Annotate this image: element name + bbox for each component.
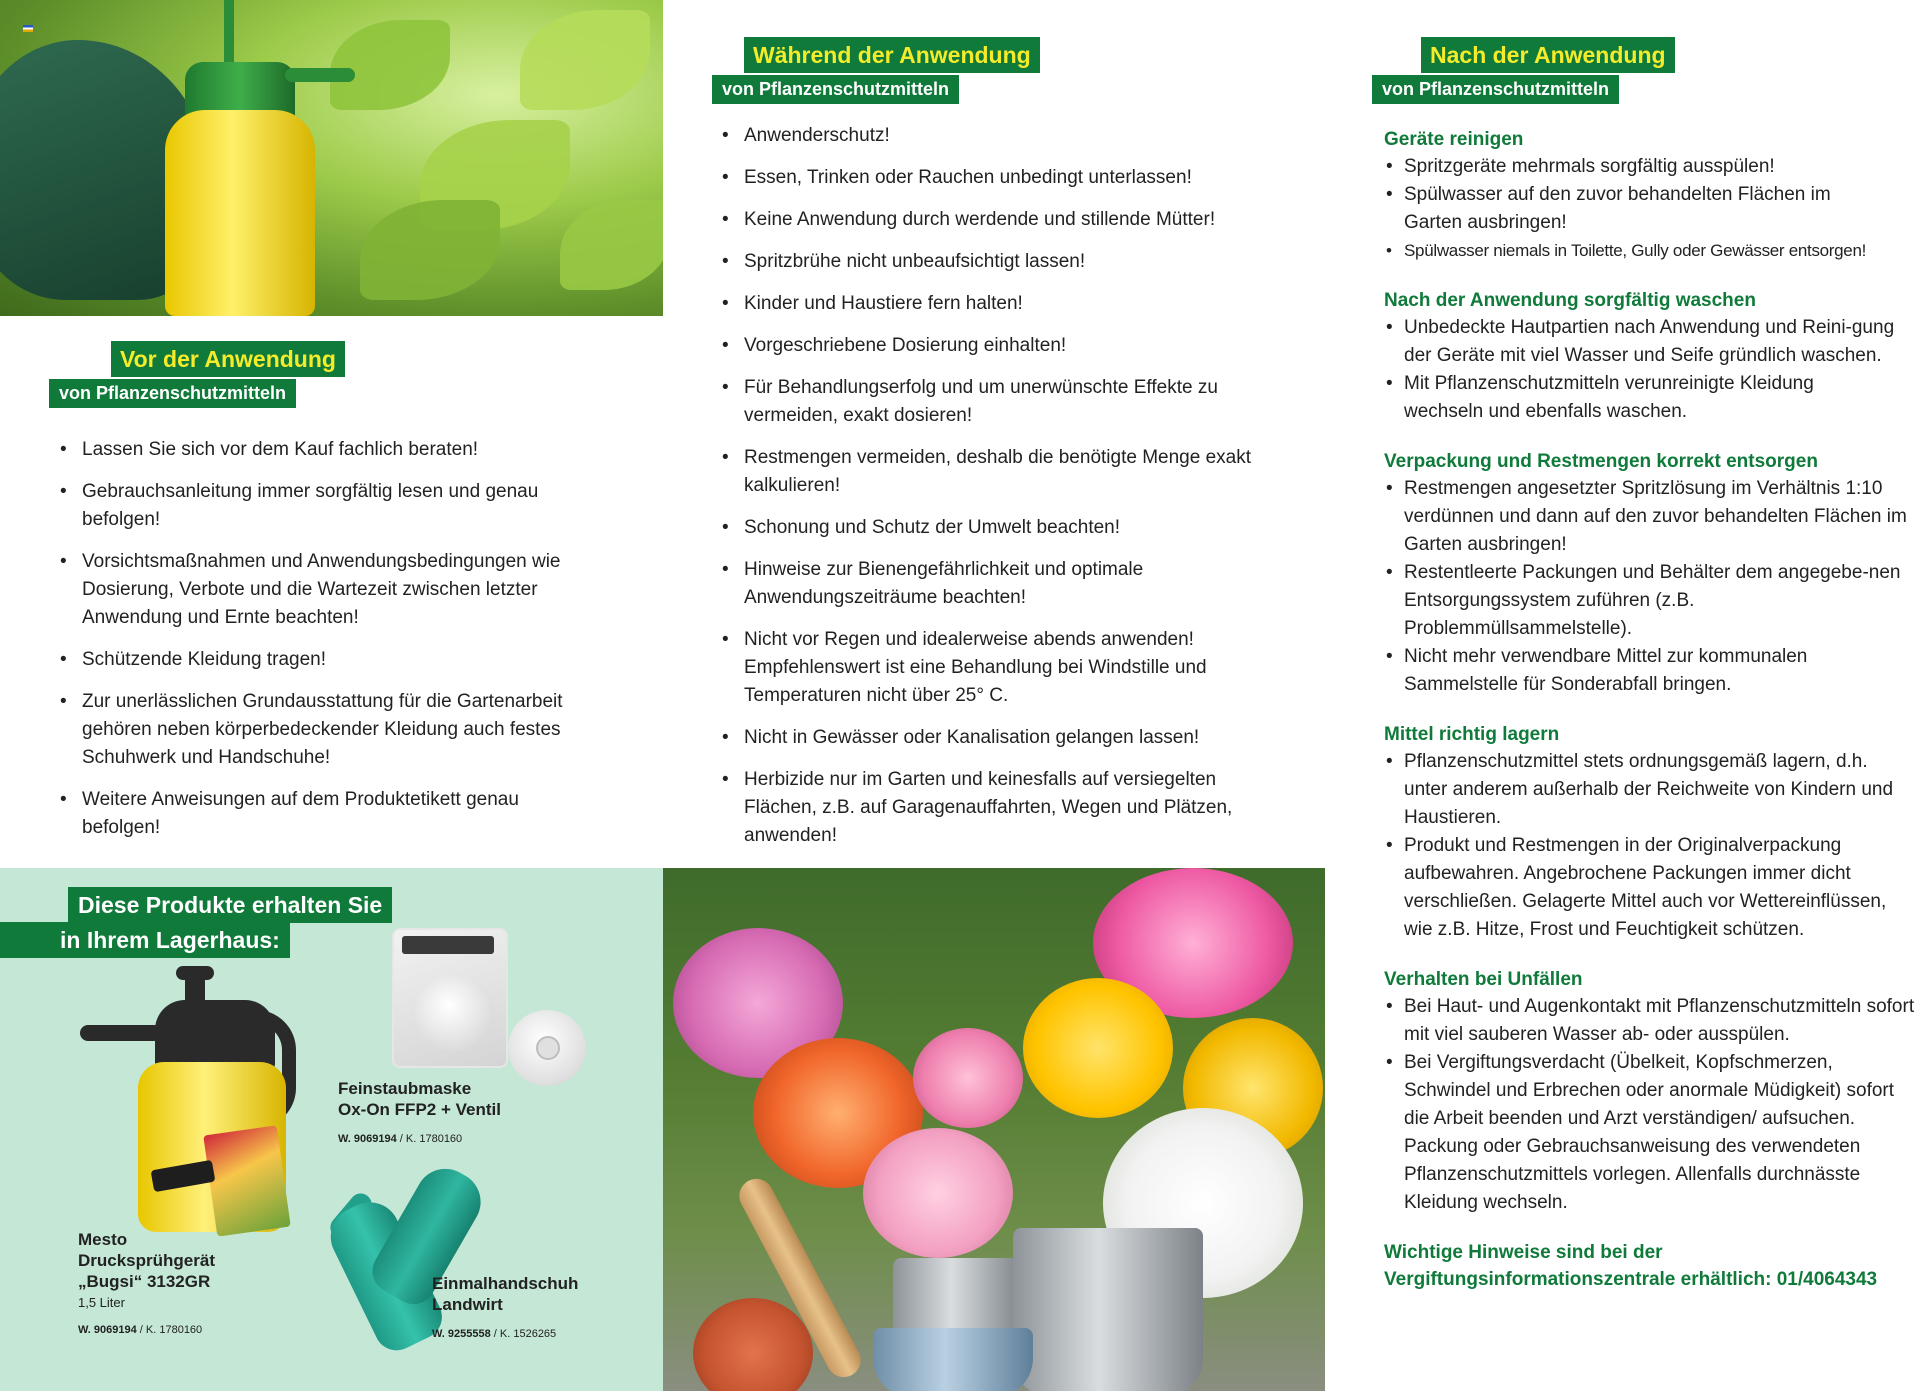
list-item: • Für Behandlungserfolg und um unerwünschte Effekte zu vermeiden, exakt dosieren!: [712, 374, 1254, 430]
list-item: • Pflanzenschutzmittel stets ordnungsgemäß lagern, d.h. unter anderem außerhalb der Reichweite von Kindern und Haustieren.: [1384, 748, 1904, 832]
list-item: • Spülwasser niemals in Toilette, Gully oder Gewässer entsorgen!: [1384, 237, 1920, 265]
glove-name: Einmalhandschuh Landwirt: [432, 1274, 579, 1314]
after-content: [1384, 126, 1920, 1293]
list-item: • Restmengen vermeiden, deshalb die benötigte Menge exakt kalkulieren!: [712, 444, 1254, 500]
mask-name: Feinstaubmaske Ox-On FFP2 + Ventil: [338, 1079, 501, 1119]
mask-article-number: W. 9069194 / K. 1780160: [338, 1133, 463, 1145]
list-item: • Spritzgeräte mehrmals sorgfältig ausspülen!: [1384, 153, 1920, 181]
during-heading: Während der Anwendung: [744, 37, 1040, 73]
list-item: • Bei Haut- und Augenkontakt mit Pflanzenschutzmitteln sofort mit viel sauberen Wasser ab- oder ausspülen.: [1384, 993, 1920, 1049]
hotline-line1: Wichtige Hinweise sind bei der: [1384, 1242, 1663, 1263]
glove-article-number: W. 9255558 / K. 1526265: [432, 1328, 557, 1340]
section-title: Nach der Anwendung sorgfältig waschen: [1384, 290, 1756, 311]
after-section-disposal: [1384, 448, 1920, 699]
hotline-line2: Vergiftungsinformationszentrale erhältlich: 01/4064343: [1384, 1269, 1878, 1290]
poison-hotline: [1384, 1239, 1920, 1293]
list-item: • Lassen Sie sich vor dem Kauf fachlich beraten!: [50, 436, 542, 464]
list-item: • Restentleerte Packungen und Behälter dem angegebe-nen Entsorgungssystem zuführen (z.B. Problemmüllsammelstelle).: [1384, 559, 1904, 643]
list-item: • Schützende Kleidung tragen!: [50, 646, 590, 674]
list-item: • Nicht mehr verwendbare Mittel zur kommunalen Sammelstelle für Sonderabfall bringen.: [1384, 643, 1884, 699]
list-item: • Nicht in Gewässer oder Kanalisation gelangen lassen!: [712, 724, 1272, 752]
sprayer-volume: 1,5 Liter: [78, 1295, 125, 1310]
list-item: • Unbedeckte Hautpartien nach Anwendung und Reini-gung der Geräte mit viel Wasser und Seife gründlich waschen.: [1384, 314, 1914, 370]
list-item: • Vorgeschriebene Dosierung einhalten!: [712, 332, 1272, 360]
sprayer-name: Mesto Drucksprühgerät „Bugsi“ 3132GR: [78, 1230, 215, 1291]
list-item: • Gebrauchsanleitung immer sorgfältig lesen und genau befolgen!: [50, 478, 542, 534]
spray-bottle-photo: [0, 0, 663, 316]
list-item: • Nicht vor Regen und idealerweise abends anwenden! Empfehlenswert ist eine Behandlung bei Windstille und Temperaturen nicht über 25° C.: [712, 626, 1274, 710]
after-section-washing: [1384, 287, 1920, 426]
after-section-storage: [1384, 721, 1920, 944]
before-subheading: von Pflanzenschutzmitteln: [49, 379, 296, 408]
after-section-cleaning: [1384, 126, 1920, 265]
list-item: • Spritzbrühe nicht unbeaufsichtigt lassen!: [712, 248, 1272, 276]
flag-icon: [23, 25, 33, 32]
list-item: • Weitere Anweisungen auf dem Produktetikett genau befolgen!: [50, 786, 542, 842]
list-item: • Hinweise zur Bienengefährlichkeit und optimale Anwendungszeiträume beachten!: [712, 556, 1254, 612]
section-title: Geräte reinigen: [1384, 129, 1524, 150]
list-item: • Mit Pflanzenschutzmitteln verunreinigte Kleidung wechseln und ebenfalls waschen.: [1384, 370, 1884, 426]
before-list: [50, 436, 590, 842]
list-item: • Produkt und Restmengen in der Originalverpackung aufbewahren. Angebrochene Packungen immer dicht verschließen. Gelagerte Mittel auch vor Wettereinflüssen, wie z.B. Hitze, Frost und Feuchtigkeit schützen.: [1384, 832, 1920, 944]
list-item: • Restmengen angesetzter Spritzlösung im Verhältnis 1:10 verdünnen und dann auf den zuvor behandelten Flächen im Garten ausbringen!: [1384, 475, 1920, 559]
list-item: • Anwenderschutz!: [712, 122, 1272, 150]
list-item: • Herbizide nur im Garten und keinesfalls auf versiegelten Flächen, z.B. auf Garagenauffahrten, Wegen und Plätzen, anwenden!: [712, 766, 1284, 850]
sprayer-article-number: W. 9069194 / K. 1780160: [78, 1324, 203, 1336]
garden-flowers-photo: [663, 868, 1325, 1391]
list-item: • Spülwasser auf den zuvor behandelten Flächen im Garten ausbringen!: [1384, 181, 1884, 237]
after-section-accidents: [1384, 966, 1920, 1217]
list-item: • Keine Anwendung durch werdende und stillende Mütter!: [712, 206, 1272, 234]
list-item: • Zur unerlässlichen Grundausstattung für die Gartenarbeit gehören neben körperbedeckender Kleidung auch festes Schuhwerk und Handschuhe!: [50, 688, 582, 772]
section-title: Verhalten bei Unfällen: [1384, 969, 1583, 990]
products-title-line2: in Ihrem Lagerhaus:: [0, 922, 290, 958]
list-item: • Schonung und Schutz der Umwelt beachten!: [712, 514, 1272, 542]
before-heading: Vor der Anwendung: [111, 341, 345, 377]
list-item: • Bei Vergiftungsverdacht (Übelkeit, Kopfschmerzen, Schwindel und Erbrechen oder anormale Müdigkeit) sofort die Arbeit beenden und Arzt verständigen/ aufsuchen. Packung oder Gebrauchsanweisung des verwendeten Pflanzenschutzmittels vorlegen. Allenfalls durchnässte Kleidung wechseln.: [1384, 1049, 1920, 1217]
during-subheading: von Pflanzenschutzmitteln: [712, 75, 959, 104]
list-item: • Kinder und Haustiere fern halten!: [712, 290, 1272, 318]
after-subheading: von Pflanzenschutzmitteln: [1372, 75, 1619, 104]
section-title: Verpackung und Restmengen korrekt entsorgen: [1384, 451, 1818, 472]
after-heading: Nach der Anwendung: [1421, 37, 1675, 73]
products-title-line1: Diese Produkte erhalten Sie: [68, 887, 392, 923]
during-list: [712, 122, 1272, 850]
section-title: Mittel richtig lagern: [1384, 724, 1560, 745]
list-item: • Essen, Trinken oder Rauchen unbedingt unterlassen!: [712, 164, 1272, 192]
list-item: • Vorsichtsmaßnahmen und Anwendungsbedingungen wie Dosierung, Verbote und die Wartezeit zwischen letzter Anwendung und Ernte beachten!: [50, 548, 592, 632]
